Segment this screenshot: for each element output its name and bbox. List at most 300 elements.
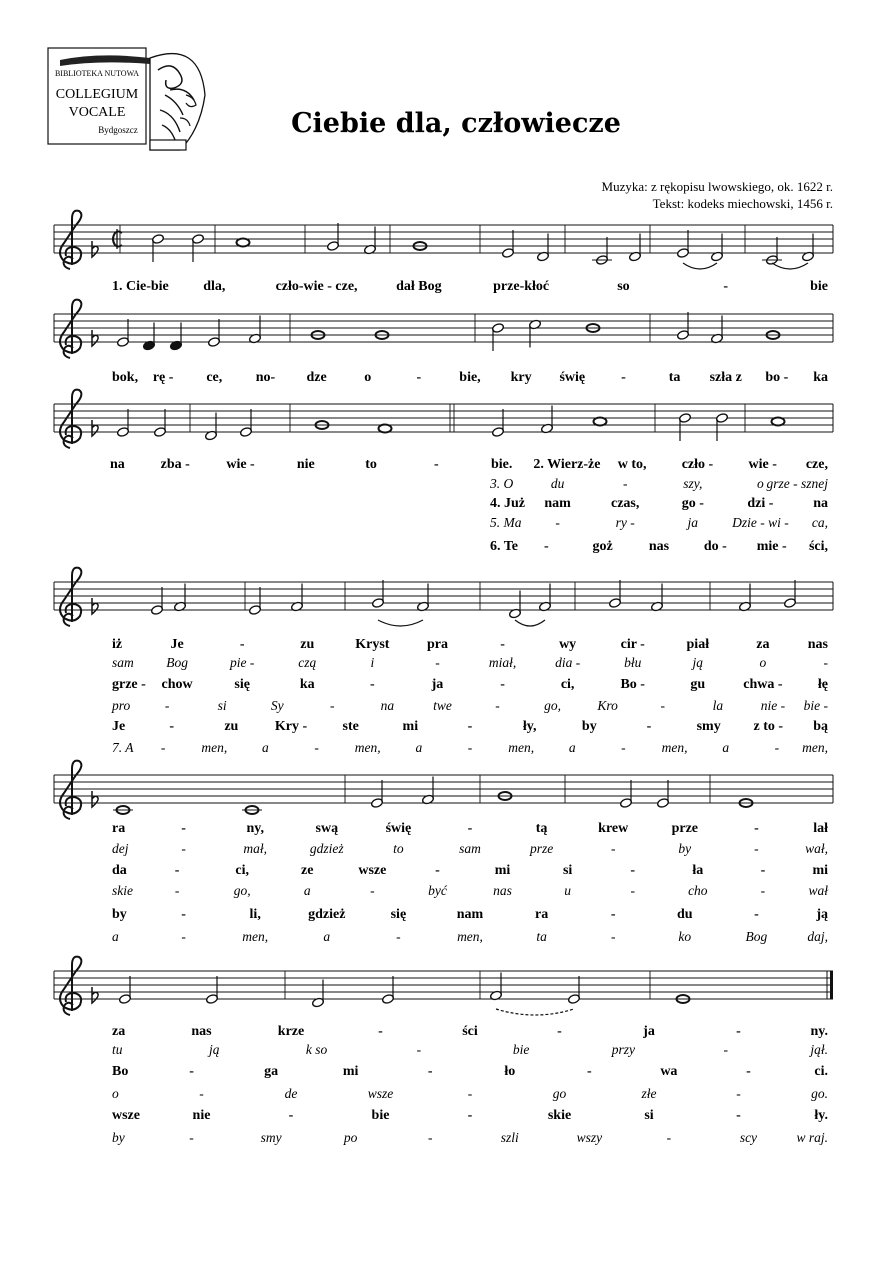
- lyric-syllable: Kry -: [274, 719, 308, 734]
- lyric-syllable: ce,: [206, 370, 223, 385]
- lyric-syllable: no-: [255, 370, 276, 385]
- lyric-syllable: to: [393, 841, 404, 856]
- half-note-icon: [592, 237, 612, 265]
- lyric-syllable: za: [112, 1024, 126, 1039]
- lyric-syllable: bie: [371, 1108, 390, 1123]
- treble-clef-icon: [60, 211, 81, 269]
- lyric-syllable: a: [415, 740, 423, 755]
- lyric-syllable: się: [234, 677, 250, 692]
- treble-clef-icon: [60, 568, 81, 626]
- lyric-syllable: ko: [678, 929, 692, 944]
- lyric-syllable: -: [622, 476, 628, 491]
- lyric-syllable: cho: [688, 883, 708, 898]
- lyric-syllable: ją: [816, 907, 828, 922]
- whole-note-icon: [594, 418, 607, 426]
- lyric-syllable: -: [181, 907, 186, 922]
- lyric-syllable: miał,: [488, 655, 517, 670]
- lyric-syllable: Je: [170, 637, 184, 652]
- lyric-syllable: błu: [624, 655, 642, 670]
- lyric-syllable: -: [723, 279, 729, 294]
- lyric-syllable: Bog: [745, 929, 768, 944]
- lyric-syllable: -: [467, 1108, 473, 1123]
- lyric-syllable: -: [610, 907, 616, 922]
- lyric-syllable: ste: [342, 719, 359, 734]
- half-note-icon: [249, 316, 262, 344]
- lyric-syllable: li,: [249, 907, 261, 922]
- treble-clef-icon: [60, 300, 81, 358]
- flat-sign-icon: [92, 987, 98, 1003]
- lyric-syllable: -: [427, 1064, 433, 1079]
- lyric-syllable: nas: [648, 539, 670, 554]
- lyric-syllable: sam: [112, 655, 134, 670]
- whole-note-icon: [237, 239, 250, 247]
- lyric-syllable: wie -: [226, 457, 255, 472]
- half-note-icon: [539, 584, 552, 612]
- half-note-icon: [711, 316, 724, 344]
- half-note-icon: [620, 780, 633, 808]
- half-note-icon: [802, 234, 815, 262]
- lyric-syllable: ści,: [808, 539, 828, 554]
- lyric-syllable: Sy: [270, 698, 284, 713]
- lyric-syllable: ły,: [522, 719, 537, 734]
- lyric-syllable: gu: [690, 677, 706, 692]
- half-note-icon: [422, 777, 435, 805]
- lyric-syllable: a: [568, 740, 576, 755]
- lyric-syllable: prze: [529, 841, 554, 856]
- lyric-syllable: -: [495, 698, 500, 713]
- lyric-syllable: -: [754, 821, 759, 836]
- lyric-syllable: złe: [641, 1086, 657, 1101]
- lyric-syllable: szli: [500, 1130, 519, 1145]
- lyric-syllable: men,: [802, 740, 828, 755]
- lyric-syllable: dla,: [203, 279, 226, 294]
- lyric-syllable: -: [754, 907, 759, 922]
- lyric-syllable: ny.: [810, 1024, 828, 1039]
- lyric-syllable: ta: [536, 929, 547, 944]
- lyric-syllable: wsze: [358, 863, 387, 878]
- lyric-syllable: bo -: [765, 370, 789, 385]
- lyric-syllable: -: [723, 1042, 728, 1057]
- logo-line-2: COLLEGIUM: [55, 87, 139, 102]
- lyric-syllable: -: [586, 1064, 592, 1079]
- lyric-syllable: bą: [813, 719, 828, 734]
- lyric-syllable: łę: [817, 677, 828, 692]
- lyric-syllable: -: [416, 370, 422, 385]
- slur-icon: [772, 263, 808, 269]
- lyric-syllable: by: [112, 907, 127, 922]
- lyric-syllable: -: [169, 719, 175, 734]
- slur-icon: [378, 620, 423, 626]
- lyric-syllable: krew: [598, 821, 629, 836]
- half-note-icon: [716, 413, 729, 441]
- lyric-syllable: ze: [301, 863, 314, 878]
- half-note-icon: [119, 976, 132, 1004]
- lyric-syllable: jął.: [810, 1042, 828, 1057]
- lyric-syllable: -: [189, 1130, 194, 1145]
- logo-line-3: VOCALE: [68, 105, 126, 120]
- half-note-icon: [784, 580, 797, 608]
- half-note-icon: [677, 230, 690, 258]
- lyric-syllable: ją: [692, 655, 704, 670]
- lyric-syllable: o: [759, 655, 767, 670]
- lyric-syllable: men,: [508, 740, 535, 755]
- lyric-syllable: de: [284, 1086, 298, 1101]
- lyric-syllable: -: [314, 740, 319, 755]
- logo-line-4: Bydgoszcz: [98, 125, 138, 135]
- lyric-syllable: gdzież: [308, 907, 346, 922]
- lyric-syllable: Je: [112, 719, 126, 734]
- half-note-icon: [629, 234, 642, 262]
- lyric-syllable: to: [365, 457, 377, 472]
- lyric-syllable: -: [181, 841, 186, 856]
- half-note-icon: [529, 319, 542, 347]
- lyric-syllable: wsze: [367, 1086, 394, 1101]
- lyric-syllable: o: [364, 370, 372, 385]
- lyric-syllable: si: [217, 698, 227, 713]
- lyric-syllable: ta: [668, 370, 681, 385]
- lyric-syllable: twe: [433, 698, 452, 713]
- lyric-syllable: -: [427, 1130, 433, 1145]
- lyric-syllable: -: [736, 1086, 741, 1101]
- half-note-icon: [541, 406, 554, 434]
- lyric-syllable: i: [370, 655, 375, 670]
- lyrics-block: [110, 279, 829, 1145]
- lyric-syllable: -: [754, 841, 759, 856]
- lyric-syllable: ci.: [814, 1064, 828, 1079]
- half-note-icon: [372, 580, 385, 608]
- lyric-syllable: -: [736, 1108, 741, 1123]
- lyric-syllable: zu: [300, 637, 315, 652]
- flat-sign-icon: [92, 330, 98, 346]
- lyric-syllable: ja: [643, 1024, 655, 1039]
- lyric-syllable: bie -: [803, 698, 828, 713]
- lyric-syllable: nas: [191, 1024, 212, 1039]
- lyric-syllable: do -: [703, 539, 727, 554]
- half-note-icon: [711, 234, 724, 262]
- half-note-icon: [492, 409, 505, 437]
- lyric-syllable: a: [323, 929, 331, 944]
- lyric-syllable: dia -: [555, 655, 581, 670]
- lyric-syllable: nie: [192, 1108, 211, 1123]
- lyric-syllable: ry -: [615, 515, 635, 530]
- lyric-syllable: dał Bog: [396, 279, 442, 294]
- lyric-syllable: lał: [813, 821, 828, 836]
- slur-icon: [515, 620, 545, 626]
- lyric-syllable: ra: [112, 821, 126, 836]
- lyric-syllable: czło-wie - cze,: [275, 279, 358, 294]
- lyric-syllable: -: [660, 698, 666, 713]
- half-note-icon: [537, 234, 550, 262]
- lyric-syllable: bie.: [490, 457, 513, 472]
- lyric-syllable: nas: [493, 883, 512, 898]
- lyric-syllable: da: [112, 863, 127, 878]
- lyric-syllable: ka: [813, 370, 828, 385]
- lyric-syllable: -: [760, 863, 766, 878]
- half-note-icon: [364, 227, 377, 255]
- lyric-syllable: -: [610, 929, 616, 944]
- half-note-icon: [291, 584, 304, 612]
- half-note-icon: [327, 223, 340, 251]
- lyric-syllable: bok,: [112, 370, 139, 385]
- lyric-syllable: -: [330, 698, 335, 713]
- lyric-syllable: -: [288, 1108, 294, 1123]
- lyric-syllable: się: [390, 907, 407, 922]
- treble-clef-icon: [60, 761, 81, 819]
- lyric-syllable: prze-kłoć: [493, 279, 550, 294]
- lyric-syllable: -: [666, 1130, 672, 1145]
- lyric-syllable: nam: [544, 496, 571, 511]
- lyric-syllable: -: [467, 1086, 473, 1101]
- logo-line-1: BIBLIOTEKA NUTOWA: [54, 69, 140, 78]
- lyric-syllable: wał,: [805, 841, 828, 856]
- half-note-icon: [502, 230, 515, 258]
- lyric-syllable: chow: [161, 677, 193, 692]
- lyric-syllable: by: [581, 719, 597, 734]
- flat-sign-icon: [92, 598, 98, 614]
- lyric-syllable: goż: [592, 539, 613, 554]
- half-note-icon: [208, 319, 221, 347]
- lyric-syllable: a: [303, 883, 311, 898]
- lyric-syllable: -: [378, 1024, 383, 1039]
- lyric-syllable: za: [756, 637, 770, 652]
- lyric-syllable: tu: [112, 1042, 123, 1057]
- lyric-syllable: wa: [660, 1064, 678, 1079]
- lyric-syllable: ny,: [246, 821, 264, 836]
- treble-clef-icon: [60, 957, 81, 1015]
- lyric-syllable: -: [823, 655, 828, 670]
- lyric-syllable: a: [722, 740, 730, 755]
- lyric-syllable: sam: [459, 841, 481, 856]
- lyric-syllable: mi: [494, 863, 511, 878]
- lyric-syllable: o: [112, 1086, 119, 1101]
- lyric-syllable: men,: [242, 929, 269, 944]
- lyric-syllable: skie: [112, 883, 133, 898]
- lyric-syllable: -: [164, 698, 170, 713]
- lyric-syllable: wsze: [112, 1108, 140, 1123]
- lyric-syllable: zba -: [160, 457, 190, 472]
- lyric-syllable: dze: [306, 370, 327, 385]
- half-note-icon: [117, 319, 130, 347]
- lyric-syllable: wy: [559, 637, 577, 652]
- lyric-syllable: ra: [534, 907, 549, 922]
- lyric-syllable: 2. Wierz-że: [533, 457, 601, 472]
- lyric-syllable: ci,: [235, 863, 249, 878]
- flat-sign-icon: [92, 420, 98, 436]
- lyric-syllable: -: [199, 1086, 204, 1101]
- lyric-syllable: a: [112, 929, 119, 944]
- lyric-syllable: -: [621, 370, 626, 385]
- quarter-note-icon: [170, 323, 183, 351]
- lyric-syllable: czą: [298, 655, 317, 670]
- lyric-syllable: nam: [456, 907, 484, 922]
- lyric-syllable: -: [434, 457, 439, 472]
- lyric-syllable: -: [160, 740, 166, 755]
- lyric-syllable: du: [677, 907, 693, 922]
- lyric-syllable: 4. Już: [490, 496, 525, 511]
- lyric-syllable: z to -: [753, 719, 784, 734]
- lyric-syllable: 1. Cie-bie: [112, 279, 169, 294]
- lyric-syllable: wie -: [748, 457, 777, 472]
- lyric-syllable: ga: [264, 1064, 279, 1079]
- half-note-icon: [174, 584, 187, 612]
- whole-note-icon: [113, 806, 133, 814]
- lyric-syllable: mi: [342, 1064, 359, 1079]
- slur-icon: [683, 263, 717, 269]
- half-note-icon: [240, 409, 253, 437]
- flat-sign-icon: [92, 791, 98, 807]
- lyric-syllable: mie -: [756, 539, 787, 554]
- lyric-syllable: -: [630, 883, 635, 898]
- lyric-syllable: u: [564, 883, 572, 898]
- lyric-syllable: -: [557, 1024, 562, 1039]
- lyric-syllable: grze - sznej: [766, 476, 828, 491]
- half-note-icon: [192, 234, 205, 262]
- lyric-syllable: piał: [686, 637, 710, 652]
- half-note-icon: [117, 409, 130, 437]
- whole-note-icon: [772, 418, 785, 426]
- half-note-icon: [568, 976, 581, 1004]
- half-note-icon: [609, 580, 622, 608]
- lyric-syllable: -: [189, 1064, 194, 1079]
- lyric-syllable: bie,: [459, 370, 481, 385]
- lyric-syllable: prze: [671, 821, 699, 836]
- lyric-syllable: wał: [808, 883, 828, 898]
- lyric-syllable: -: [370, 883, 375, 898]
- lyric-syllable: Kro: [597, 698, 618, 713]
- lyric-syllable: o: [757, 476, 764, 491]
- lyric-syllable: grze -: [112, 677, 146, 692]
- half-note-icon: [679, 413, 692, 441]
- lyric-syllable: -: [435, 655, 440, 670]
- lyric-syllable: men,: [354, 740, 381, 755]
- lyric-syllable: na: [813, 496, 828, 511]
- lyric-syllable: ła: [692, 863, 704, 878]
- lyric-syllable: si: [562, 863, 573, 878]
- lyric-syllable: la: [712, 698, 724, 713]
- lyric-syllable: du: [550, 476, 565, 491]
- half-note-icon: [382, 976, 395, 1004]
- lyric-syllable: -: [555, 515, 560, 530]
- lyric-syllable: przy: [611, 1042, 636, 1057]
- lyric-syllable: świę: [385, 821, 412, 836]
- lyric-syllable: -: [435, 863, 440, 878]
- lyric-syllable: Kryst: [355, 637, 390, 652]
- lyric-syllable: mał,: [243, 841, 268, 856]
- lyric-syllable: smy: [260, 1130, 282, 1145]
- half-note-icon: [371, 780, 384, 808]
- lyric-syllable: -: [500, 637, 505, 652]
- lyric-syllable: w raj.: [796, 1130, 828, 1145]
- lyric-syllable: ły.: [814, 1108, 828, 1123]
- lyric-syllable: bie: [810, 279, 828, 294]
- lyric-syllable: wszy: [576, 1130, 603, 1145]
- library-logo: [48, 48, 205, 150]
- lyric-syllable: po: [343, 1130, 358, 1145]
- lyric-syllable: ci,: [560, 677, 575, 692]
- lyric-syllable: gdzież: [309, 841, 344, 856]
- lyric-syllable: cze,: [805, 457, 828, 472]
- lyric-syllable: czło -: [681, 457, 714, 472]
- final-barline-thick: [830, 971, 833, 999]
- lyric-syllable: -: [746, 1064, 751, 1079]
- lyric-syllable: men,: [201, 740, 228, 755]
- lyric-syllable: by: [112, 1130, 125, 1145]
- lyric-syllable: -: [630, 863, 636, 878]
- lyric-syllable: mi: [812, 863, 828, 878]
- slur-icon: [496, 1009, 574, 1015]
- lyric-syllable: -: [646, 719, 652, 734]
- lyric-syllable: k so: [305, 1042, 328, 1057]
- lyric-syllable: -: [396, 929, 401, 944]
- lyric-syllable: świę: [559, 370, 586, 385]
- lyric-syllable: ją: [209, 1042, 220, 1057]
- lyric-syllable: nie -: [760, 698, 786, 713]
- half-note-icon: [490, 973, 503, 1001]
- lyric-syllable: si: [644, 1108, 654, 1123]
- lyric-syllable: by: [678, 841, 692, 856]
- lyric-syllable: iż: [112, 637, 123, 652]
- lyric-syllable: pro: [112, 698, 131, 713]
- lyric-syllable: -: [621, 740, 626, 755]
- lyric-syllable: -: [467, 719, 473, 734]
- lyric-syllable: swą: [315, 821, 339, 836]
- quarter-note-icon: [143, 323, 156, 351]
- lyric-syllable: pie -: [229, 655, 255, 670]
- treble-clef-icon: [60, 390, 81, 448]
- flat-sign-icon: [92, 241, 98, 257]
- lyric-syllable: Bog: [166, 655, 188, 670]
- lyric-syllable: nas: [807, 637, 828, 652]
- lyric-syllable: w to,: [617, 457, 647, 472]
- lyric-syllable: 6. Te: [490, 539, 519, 554]
- music-credit: Muzyka: z rękopisu lwowskiego, ok. 1622 r.: [601, 179, 833, 194]
- lyric-syllable: skie: [547, 1108, 572, 1123]
- lyric-syllable: być: [428, 883, 447, 898]
- whole-note-icon: [242, 806, 262, 814]
- lyric-syllable: men,: [457, 929, 483, 944]
- lyric-syllable: so: [617, 279, 630, 294]
- lyric-syllable: ści: [462, 1024, 478, 1039]
- lyric-syllable: -: [467, 740, 473, 755]
- half-note-icon: [651, 584, 664, 612]
- lyric-syllable: men,: [661, 740, 688, 755]
- half-note-icon: [739, 584, 752, 612]
- half-note-icon: [492, 323, 505, 351]
- lyric-syllable: go.: [811, 1086, 828, 1101]
- whole-note-icon: [379, 425, 392, 433]
- lyric-syllable: bie: [512, 1042, 530, 1057]
- half-note-icon: [509, 591, 522, 619]
- half-note-icon: [677, 312, 690, 340]
- lyric-syllable: -: [543, 539, 549, 554]
- lyric-syllable: -: [760, 883, 766, 898]
- lyric-syllable: dzi -: [747, 496, 774, 511]
- song-title: Ciebie dla, człowiecze: [291, 108, 621, 139]
- lyric-syllable: daj,: [807, 929, 828, 944]
- lyric-syllable: cir -: [620, 637, 645, 652]
- lyric-syllable: go -: [681, 496, 704, 511]
- lyric-syllable: pra: [426, 637, 448, 652]
- lyric-syllable: szy,: [683, 476, 703, 491]
- lyric-syllable: -: [416, 1042, 422, 1057]
- lyric-syllable: kry: [510, 370, 532, 385]
- lyric-syllable: smy: [696, 719, 721, 734]
- lyric-syllable: go,: [233, 883, 251, 898]
- lyric-syllable: scy: [739, 1130, 758, 1145]
- lyric-syllable: ło: [504, 1064, 516, 1079]
- half-note-icon: [762, 237, 782, 265]
- lyric-syllable: -: [181, 929, 186, 944]
